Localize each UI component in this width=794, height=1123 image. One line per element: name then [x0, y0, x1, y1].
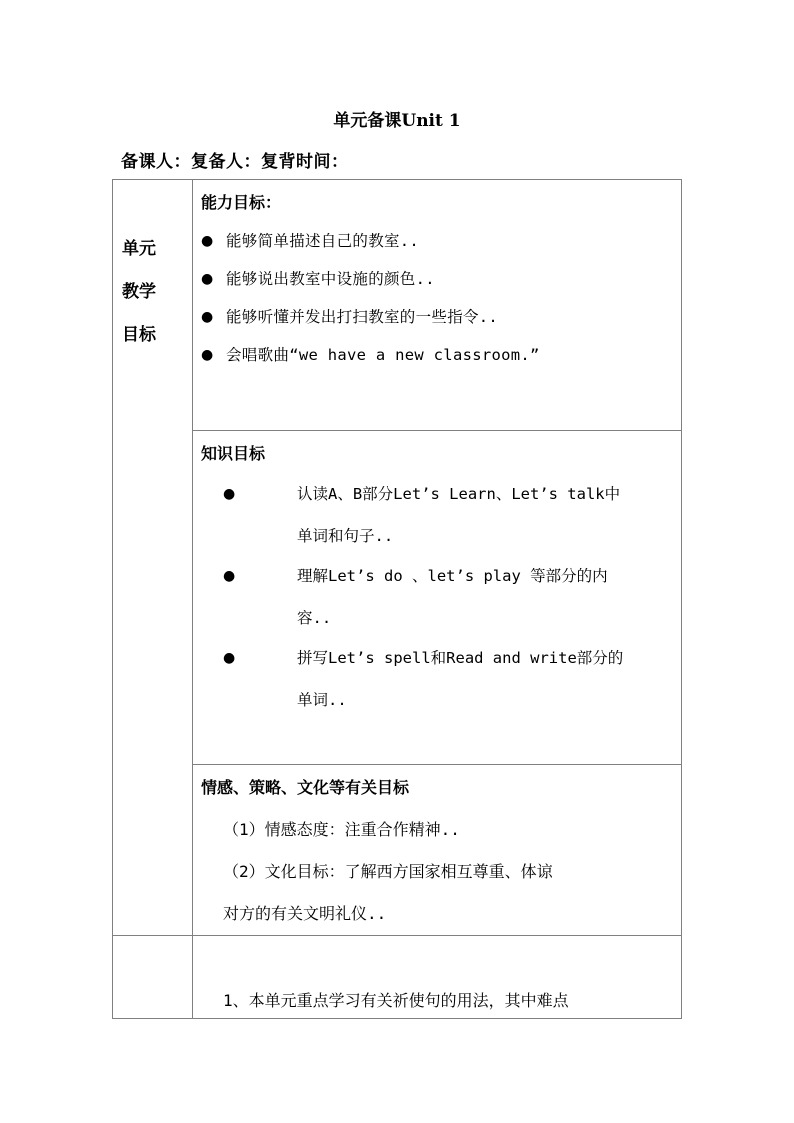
- bullet-icon: ●: [223, 568, 236, 584]
- ability-row: [113, 180, 682, 431]
- affect-line: （1）情感态度：注重合作精神..: [223, 820, 460, 839]
- text-line: 理解Let’s do 、let’s play 等部分的内: [297, 567, 608, 585]
- label-line: 目标: [122, 325, 156, 345]
- list-item: [201, 555, 673, 639]
- knowledge-item-text: [297, 637, 673, 721]
- affect-line: （2）文化目标：了解西方国家相互尊重、体谅: [223, 862, 553, 881]
- label-line: 单元: [122, 239, 156, 259]
- bullet-icon: ●: [201, 309, 214, 325]
- list-item: [201, 296, 673, 338]
- bullet-icon: ●: [201, 347, 214, 363]
- ability-item-text: 能够听懂并发出打扫教室的一些指令..: [226, 308, 499, 326]
- focus-row: [113, 936, 682, 1019]
- text-line: 认读A、B部分Let’s Learn、Let’s talk中: [297, 485, 621, 503]
- ability-cell: [193, 180, 682, 431]
- knowledge-heading: 知识目标: [201, 444, 266, 463]
- bullet-icon: ●: [223, 650, 236, 666]
- knowledge-row: [113, 431, 682, 765]
- list-item: [201, 473, 673, 557]
- bullet-icon: ●: [223, 486, 236, 502]
- affect-cell: [193, 765, 682, 936]
- document-title: 单元备课Unit 1: [333, 111, 461, 131]
- affect-heading: 情感、策略、文化等有关目标: [201, 778, 410, 797]
- ability-item-text: 会唱歌曲“we have a new classroom.”: [226, 346, 540, 364]
- list-item: [201, 637, 673, 721]
- text-line: 单词和句子..: [297, 527, 394, 545]
- ability-item-text: 能够说出教室中设施的颜色..: [226, 270, 435, 288]
- text-line: 拼写Let’s spell和Read and write部分的: [297, 649, 624, 667]
- unit-goals-label-cell: [113, 180, 193, 936]
- unit-goals-label: [113, 180, 192, 357]
- knowledge-cell: [193, 431, 682, 765]
- focus-label-cell: [113, 936, 193, 1019]
- text-line: 单词..: [297, 691, 347, 709]
- lesson-plan-table: [112, 179, 682, 1019]
- affect-row: [113, 765, 682, 936]
- ability-item-text: 能够简单描述自己的教室..: [226, 232, 420, 250]
- focus-cell: [193, 936, 682, 1019]
- focus-line: 1、本单元重点学习有关祈使句的用法，其中难点: [223, 991, 569, 1010]
- ability-heading: 能力目标：: [201, 193, 282, 212]
- list-item: [201, 258, 673, 300]
- list-item: [201, 220, 673, 262]
- bullet-icon: ●: [201, 271, 214, 287]
- label-line: 教学: [122, 282, 156, 302]
- bullet-icon: ●: [201, 233, 214, 249]
- text-line: 容..: [297, 609, 332, 627]
- preparer-line: 备课人：复备人：复背时间：: [121, 152, 349, 172]
- list-item: [201, 334, 673, 376]
- knowledge-item-text: [297, 555, 673, 639]
- affect-line: 对方的有关文明礼仪..: [223, 904, 387, 923]
- knowledge-item-text: [297, 473, 673, 557]
